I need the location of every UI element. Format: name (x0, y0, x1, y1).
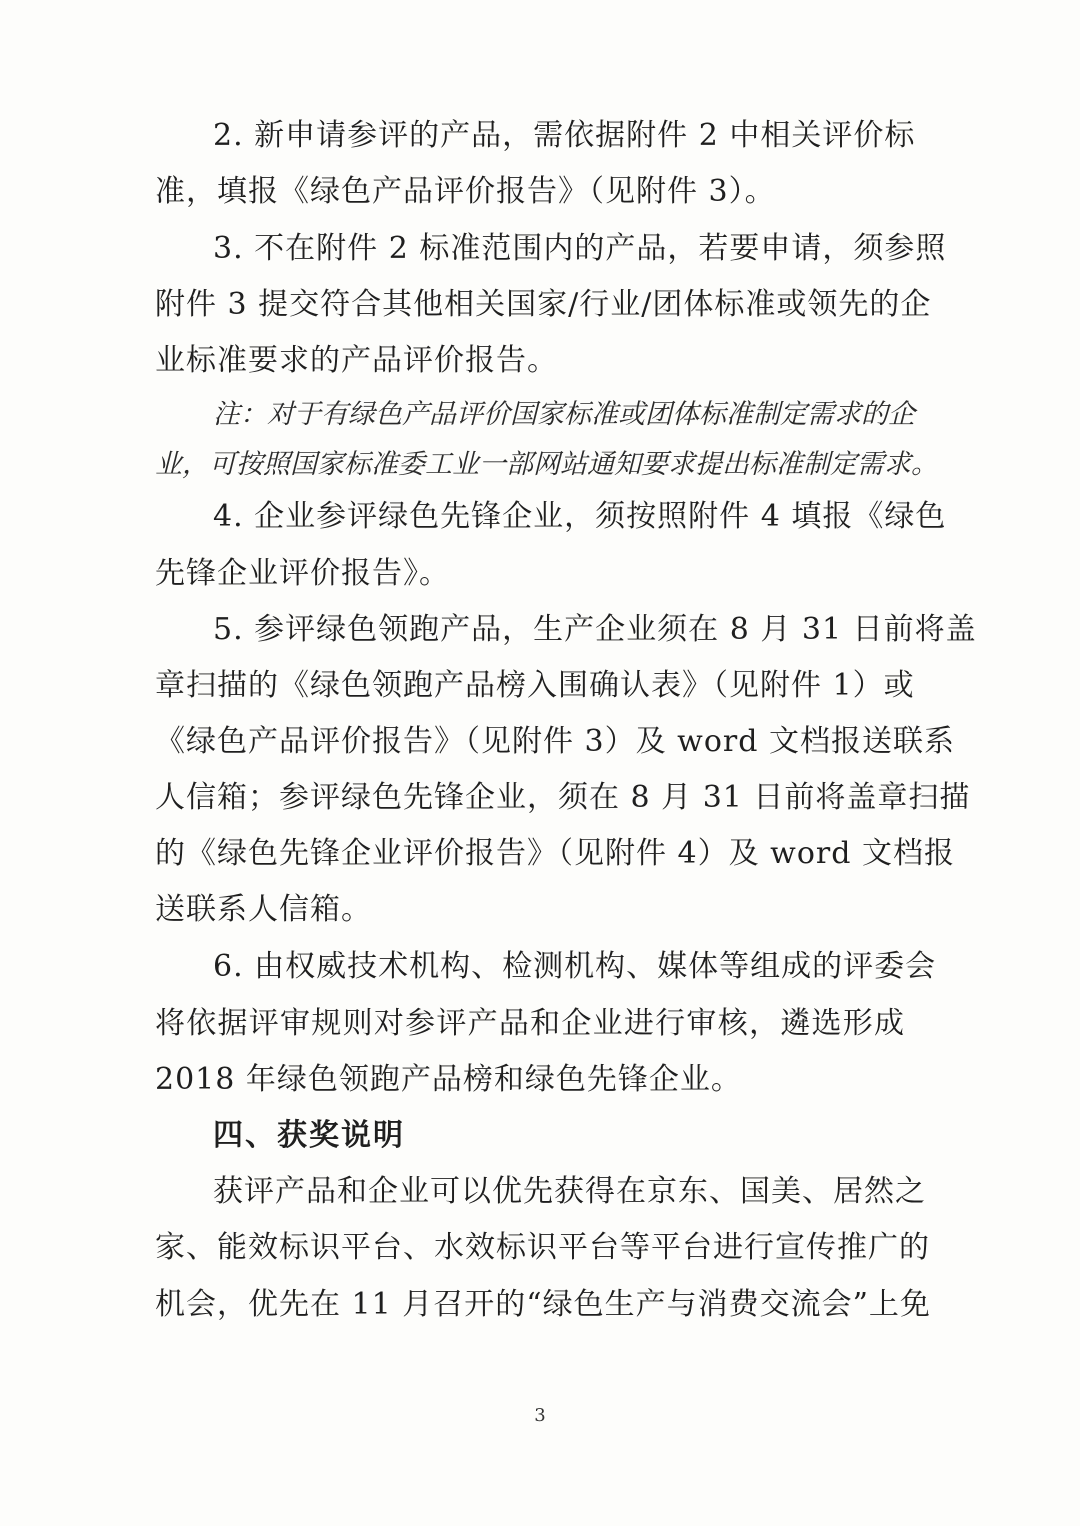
item-6-line-1: 6. 由权威技术机构、检测机构、媒体等组成的评委会 (213, 949, 937, 984)
item-5-line-6: 送联系人信箱。 (155, 892, 372, 927)
award-line-1: 获评产品和企业可以优先获得在京东、国美、居然之 (213, 1174, 926, 1209)
item-3-line-3: 业标准要求的产品评价报告。 (155, 343, 558, 378)
page-number: 3 (534, 1405, 546, 1426)
award-line-3: 机会，优先在 11 月召开的“绿色生产与消费交流会”上免 (155, 1287, 931, 1322)
item-2-line-1: 2. 新申请参评的产品，需依据附件 2 中相关评价标 (213, 118, 916, 153)
item-6-line-3: 2018 年绿色领跑产品榜和绿色先锋企业。 (155, 1062, 742, 1097)
item-2-line-2: 准，填报《绿色产品评价报告》（见附件 3）。 (155, 174, 776, 209)
item-4-line-1: 4. 企业参评绿色先锋企业，须按照附件 4 填报《绿色 (213, 499, 947, 534)
section-heading: 四、获奖说明 (213, 1118, 405, 1153)
item-4-line-2: 先锋企业评价报告》。 (155, 556, 450, 591)
item-5-line-2: 章扫描的《绿色领跑产品榜入围确认表》（见附件 1）或 (155, 668, 915, 703)
item-5-line-1: 5. 参评绿色领跑产品，生产企业须在 8 月 31 日前将盖 (213, 612, 977, 647)
note-line-2: 业，可按照国家标准委工业一部网站通知要求提出标准制定需求。 (155, 449, 938, 480)
item-6-line-2: 将依据评审规则对参评产品和企业进行审核，遴选形成 (155, 1006, 905, 1041)
item-5-line-3: 《绿色产品评价报告》（见附件 3）及 word 文档报送联系 (155, 724, 955, 759)
item-5-line-5: 的《绿色先锋企业评价报告》（见附件 4）及 word 文档报 (155, 836, 955, 871)
note-line-1: 注：对于有绿色产品评价国家标准或团体标准制定需求的企 (213, 399, 915, 430)
item-5-line-4: 人信箱；参评绿色先锋企业，须在 8 月 31 日前将盖章扫描 (155, 780, 971, 815)
item-3-line-1: 3. 不在附件 2 标准范围内的产品，若要申请，须参照 (213, 231, 947, 266)
award-line-2: 家、能效标识平台、水效标识平台等平台进行宣传推广的 (155, 1230, 930, 1265)
item-3-line-2: 附件 3 提交符合其他相关国家/行业/团体标准或领先的企 (155, 287, 932, 322)
